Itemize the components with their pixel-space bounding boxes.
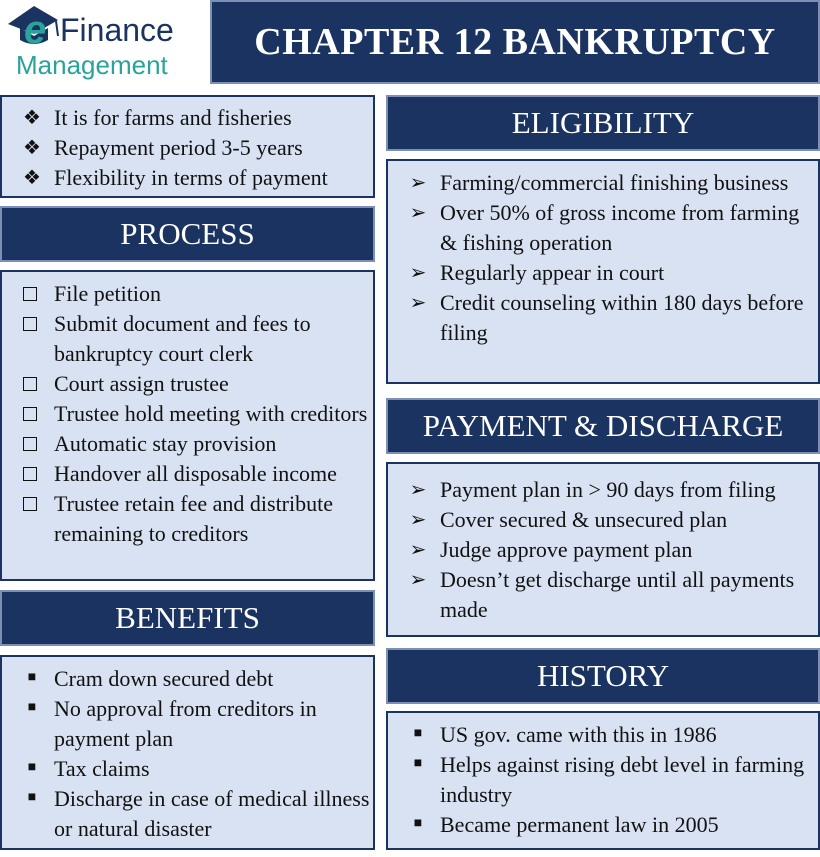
square-bullet-icon: ■	[27, 670, 37, 685]
process-box	[0, 270, 375, 581]
history-item-text: Helps against rising debt level in farming industry	[440, 752, 805, 807]
payment-item	[402, 505, 818, 535]
history-item	[402, 810, 818, 840]
intro-box	[0, 95, 375, 198]
intro-item	[16, 133, 373, 163]
payment-item-text: Doesn’t get discharge until all payments made	[440, 567, 795, 622]
process-item	[16, 399, 373, 429]
benefits-heading: BENEFITS	[0, 590, 375, 646]
intro-list	[16, 103, 373, 193]
benefits-item-text: Cram down secured debt	[54, 666, 274, 691]
arrow-bullet-icon: ➢	[409, 262, 427, 284]
process-item-text: Trustee retain fee and distribute remaining to creditors	[54, 491, 333, 546]
arrow-bullet-icon: ➢	[409, 539, 427, 561]
arrow-bullet-icon: ➢	[409, 479, 427, 501]
benefits-item-text: Discharge in case of medical illness or natural disaster	[54, 786, 370, 841]
payment-item	[402, 565, 818, 625]
eligibility-heading: ELIGIBILITY	[386, 95, 820, 151]
process-item-text: File petition	[54, 281, 161, 306]
process-item	[16, 459, 373, 489]
eligibility-item	[402, 258, 818, 288]
intro-item	[16, 163, 373, 193]
arrow-bullet-icon: ➢	[409, 172, 427, 194]
benefits-item	[16, 754, 373, 784]
process-item	[16, 279, 373, 309]
benefits-item-text: Tax claims	[54, 756, 150, 781]
process-item-text: Handover all disposable income	[54, 461, 337, 486]
history-item-text: US gov. came with this in 1986	[440, 722, 717, 747]
payment-item-text: Judge approve payment plan	[440, 537, 693, 562]
history-item	[402, 720, 818, 750]
eligibility-item-text: Credit counseling within 180 days before filing	[440, 290, 804, 345]
diamond-bullet-icon: ❖	[23, 167, 41, 189]
history-box	[386, 711, 820, 850]
logo-mark: e	[24, 8, 47, 52]
benefits-item	[16, 664, 373, 694]
arrow-bullet-icon: ➢	[409, 202, 427, 224]
intro-item-text: It is for farms and fisheries	[54, 105, 292, 130]
square-bullet-icon: ■	[27, 700, 37, 715]
payment-item-text: Payment plan in > 90 days from filing	[440, 477, 776, 502]
history-item	[402, 750, 818, 810]
process-heading: PROCESS	[0, 206, 375, 262]
page-title: CHAPTER 12 BANKRUPTCY	[210, 0, 820, 84]
diamond-bullet-icon: ❖	[23, 107, 41, 129]
intro-item-text: Repayment period 3-5 years	[54, 135, 303, 160]
payment-item-text: Cover secured & unsecured plan	[440, 507, 728, 532]
square-bullet-icon: ■	[27, 790, 37, 805]
benefits-list	[16, 664, 373, 844]
square-bullet-icon: ■	[413, 756, 423, 771]
intro-item-text: Flexibility in terms of payment	[54, 165, 328, 190]
payment-list	[402, 475, 818, 625]
payment-item	[402, 475, 818, 505]
eligibility-item	[402, 198, 818, 258]
payment-item	[402, 535, 818, 565]
payment-box	[386, 462, 820, 637]
logo-line2: Management	[16, 50, 168, 80]
process-item	[16, 369, 373, 399]
eligibility-item-text: Over 50% of gross income from farming & fishing operation	[440, 200, 800, 255]
process-item-text: Submit document and fees to bankruptcy court clerk	[54, 311, 311, 366]
benefits-item	[16, 694, 373, 754]
payment-heading: PAYMENT & DISCHARGE	[386, 398, 820, 454]
eligibility-item	[402, 288, 818, 348]
benefits-item-text: No approval from creditors in payment plan	[54, 696, 317, 751]
arrow-bullet-icon: ➢	[409, 292, 427, 314]
logo-line1: Finance	[60, 12, 174, 48]
square-bullet-icon: ■	[27, 760, 37, 775]
process-item	[16, 309, 373, 369]
eligibility-box	[386, 159, 820, 384]
benefits-item	[16, 784, 373, 844]
diamond-bullet-icon: ❖	[23, 137, 41, 159]
intro-item	[16, 103, 373, 133]
process-list	[16, 279, 373, 549]
eligibility-item-text: Regularly appear in court	[440, 260, 665, 285]
arrow-bullet-icon: ➢	[409, 509, 427, 531]
process-item-text: Court assign trustee	[54, 371, 229, 396]
process-item-text: Trustee hold meeting with creditors	[54, 401, 368, 426]
eligibility-item	[402, 168, 818, 198]
benefits-box	[0, 655, 375, 850]
history-list	[402, 720, 818, 840]
brand-logo	[0, 0, 210, 84]
arrow-bullet-icon: ➢	[409, 569, 427, 591]
history-item-text: Became permanent law in 2005	[440, 812, 719, 837]
process-item	[16, 489, 373, 549]
square-bullet-icon: ■	[413, 816, 423, 831]
process-item-text: Automatic stay provision	[54, 431, 277, 456]
process-item	[16, 429, 373, 459]
eligibility-item-text: Farming/commercial finishing business	[440, 170, 789, 195]
history-heading: HISTORY	[386, 648, 820, 704]
square-bullet-icon: ■	[413, 726, 423, 741]
eligibility-list	[402, 168, 818, 348]
